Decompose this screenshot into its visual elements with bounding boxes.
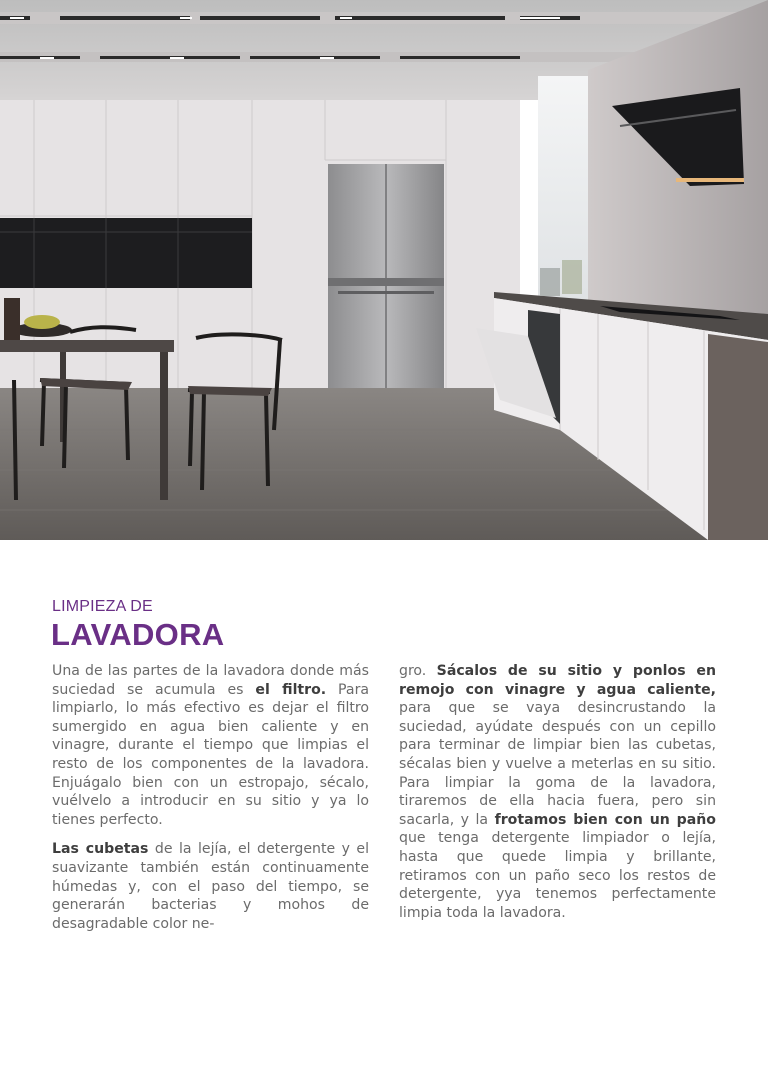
paragraph-continuation [399, 662, 716, 922]
kitchen-photo [0, 0, 768, 540]
section-subtitle: LIMPIEZA DE [52, 598, 153, 615]
article-column-right [399, 662, 716, 922]
article-column-left [52, 662, 369, 933]
bold-run: Sácalos de su sitio y ponlos en remojo con vinagre y agua caliente, [399, 663, 716, 698]
bold-run: Las cubetas [52, 841, 149, 858]
paragraph-filter [52, 662, 369, 829]
text-run: para que se vaya desincrustando la suciedad, ayúdate después con un cepillo para terminar de limpiar bien las cubetas, sécalas bien y vuelve a meterlas en su sitio. Para limpiar la goma de la lavadora, tiraremos de ella hacia fuera, pero sin sacarla, y la [399, 700, 716, 828]
text-run: que tenga detergente limpiador o lejía, hasta que quede limpia y brillante, retiramos con un paño seco los restos de detergente, yya tenemos perfectamente limpia toda la lavadora. [399, 830, 716, 921]
text-run: Una de las partes de la lavadora donde más suciedad se acumula es [52, 663, 369, 698]
bold-run: frotamos bien con un paño [494, 811, 716, 828]
bold-run: el filtro. [255, 681, 327, 698]
text-run: de la lejía, el detergente y el suavizante también están continuamente húmedas y, con el paso del tiempo, se generarán bacterias y mohos de desagradable color ne- [52, 841, 370, 932]
text-run: gro. [399, 663, 437, 679]
section-title: LAVADORA [51, 617, 225, 652]
text-run: Para limpiarlo, lo más efectivo es dejar el filtro sumergido en agua bien caliente y en vinagre, durante el tiempo que limpias el resto de los componentes de la lavadora. Enjuágalo bien con un estropajo, sécalo, vuélvelo a introducir en su sitio y ya lo tienes perfecto. [52, 681, 369, 828]
paragraph-cubetas [52, 840, 369, 933]
